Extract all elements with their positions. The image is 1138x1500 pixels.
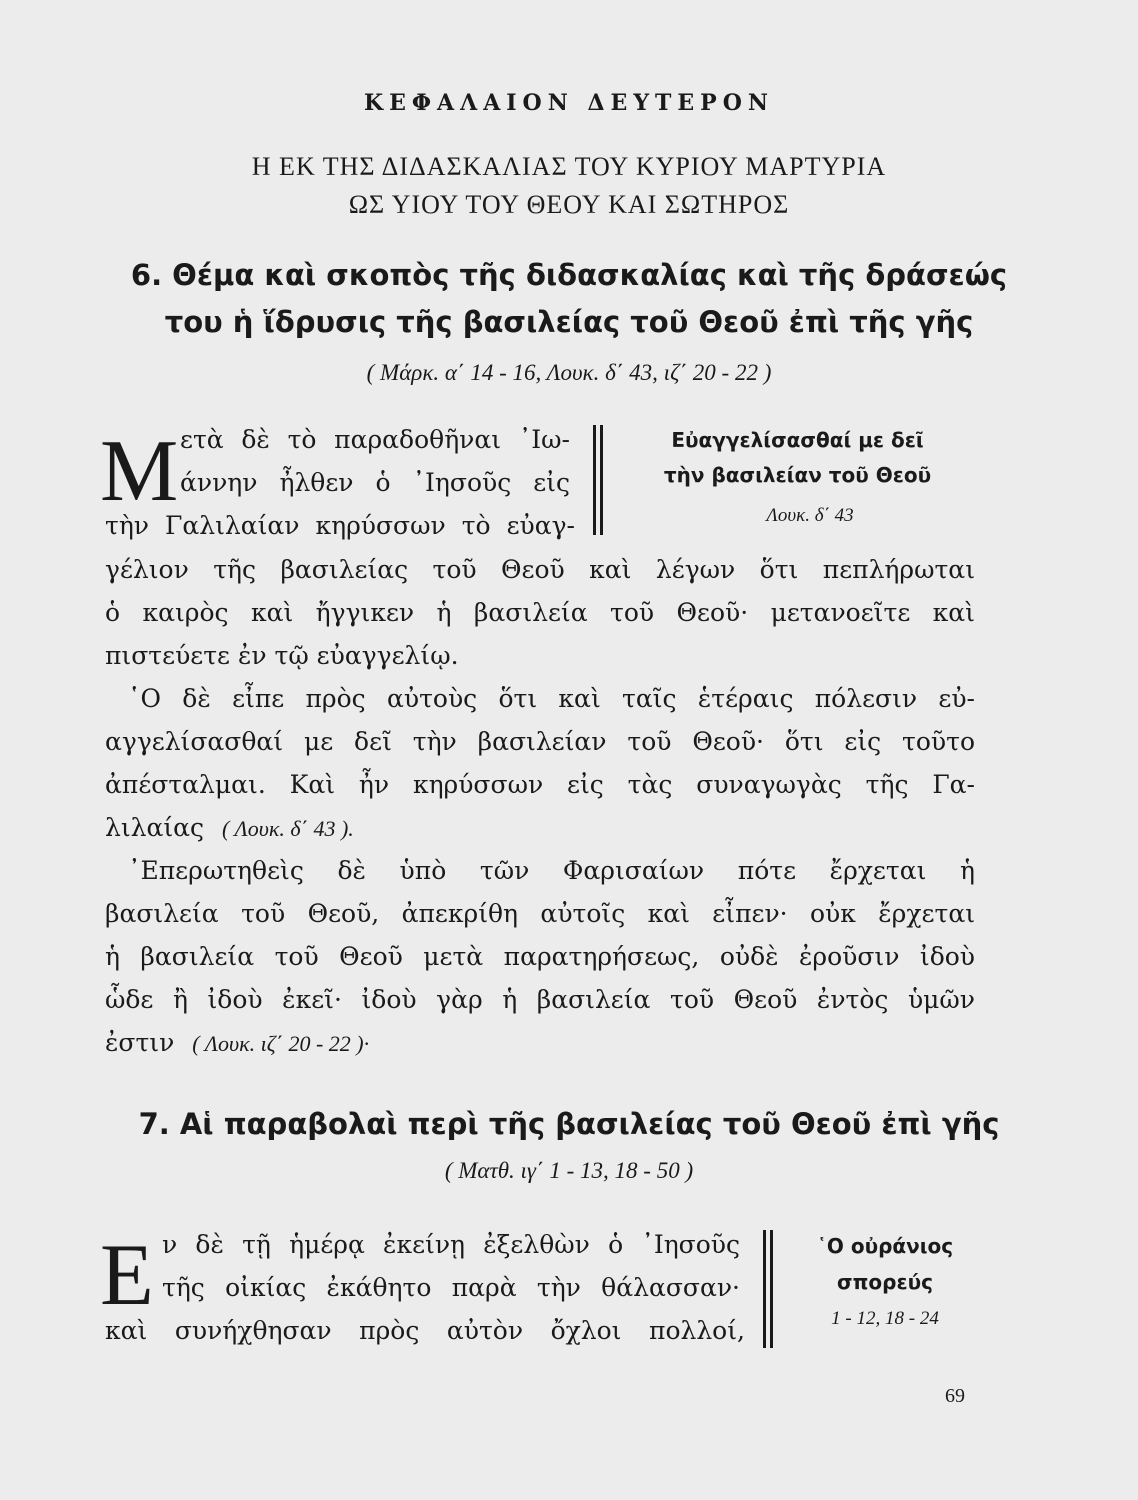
section-6-p2-line-3: ἀπέσταλμαι. Καὶ ἦν κηρύσσων εἰς τὰς συναγωγὰς τῆς Γα-: [105, 770, 975, 799]
section-7-p1-line-1: ν δὲ τῇ ἡμέρᾳ ἐκείνῃ ἐξελθὼν ὁ ᾽Ιησοῦς: [162, 1230, 740, 1259]
sidenote-7-reference: 1 - 12, 18 - 24: [831, 1308, 939, 1329]
section-6-p3-inline-reference: ( Λουκ. ιζ΄ 20 - 22 )·: [192, 1031, 370, 1056]
section-6-reference: ( Μάρκ. α΄ 14 - 16, Λουκ. δ΄ 43, ιζ΄ 20 - 22 ): [366, 360, 772, 385]
chapter-heading: ΚΕΦΑΛΑΙΟΝ ΔΕΥΤΕΡΟΝ: [364, 90, 774, 116]
sidenote-rule-left: [593, 425, 596, 535]
sidenote-6-line-1: Εὐαγγελίσασθαί με δεῖ: [671, 428, 924, 452]
sidenote-7-rule-right: [770, 1230, 773, 1348]
chapter-subtitle-line-1: Η ΕΚ ΤΗΣ ΔΙΔΑΣΚΑΛΙΑΣ ΤΟΥ ΚΥΡΙΟΥ ΜΑΡΤΥΡΙΑ: [251, 152, 887, 181]
section-6-p1-line-3: τὴν Γαλιλαίαν κηρύσσων τὸ εὐαγ-: [105, 511, 575, 540]
section-6-title-line-2: του ἡ ἵδρυσις τῆς βασιλείας τοῦ Θεοῦ ἐπὶ τῆς γῆς: [164, 305, 974, 339]
section-6-p1-line-5: ὁ καιρὸς καὶ ἤγγικεν ἡ βασιλεία τοῦ Θεοῦ· μετανοεῖτε καὶ: [105, 598, 975, 627]
section-6-p2-inline-reference: ( Λουκ. δ΄ 43 ).: [222, 816, 354, 841]
section-6-p3-line-1: ᾽Επερωτηθεὶς δὲ ὑπὸ τῶν Φαρισαίων πότε ἔρχεται ἡ: [128, 856, 975, 885]
sidenote-7-line-2: σπορεύς: [837, 1270, 933, 1294]
section-6-p1-line-6: πιστεύετε ἐν τῷ εὐαγγελίῳ.: [105, 641, 459, 670]
dropcap-e: Ε: [100, 1227, 154, 1324]
section-6-p1-line-1: ετὰ δὲ τὸ παραδοθῆναι ᾽Ιω-: [180, 425, 570, 454]
section-7-p1-line-2: τῆς οἰκίας ἐκάθητο παρὰ τὴν θάλασσαν·: [162, 1273, 740, 1302]
section-6-p3-line-5: [105, 1028, 975, 1057]
section-6-p2-line-2: αγγελίσασθαί με δεῖ τὴν βασιλείαν τοῦ Θεοῦ· ὅτι εἰς τοῦτο: [105, 727, 975, 756]
section-6-p2-line-4-text: λιλαίας: [105, 813, 205, 842]
section-7-reference: ( Ματθ. ιγ΄ 1 - 13, 18 - 50 ): [444, 1158, 694, 1183]
section-6-p3-line-2: βασιλεία τοῦ Θεοῦ, ἀπεκρίθη αὐτοῖς καὶ εἶπεν· οὐκ ἔρχεται: [105, 899, 975, 928]
section-7-title: 7. Αἱ παραβολαὶ περὶ τῆς βασιλείας τοῦ Θεοῦ ἐπὶ γῆς: [138, 1107, 1000, 1141]
section-6-p3-line-4: ὧδε ἢ ἰδοὺ ἐκεῖ· ἰδοὺ γὰρ ἡ βασιλεία τοῦ Θεοῦ ἐντὸς ὑμῶν: [105, 985, 975, 1014]
section-7-p1-line-3: καὶ συνήχθησαν πρὸς αὐτὸν ὄχλοι πολλοί,: [105, 1316, 745, 1345]
section-6-p1-line-2: άννην ἦλθεν ὁ ᾽Ιησοῦς εἰς: [180, 468, 570, 497]
section-6-p3-line-5-text: ἐστιν: [105, 1028, 175, 1057]
section-6-title-line-1: 6. Θέμα καὶ σκοπὸς τῆς διδασκαλίας καὶ τῆς δράσεώς: [130, 258, 1008, 292]
sidenote-6-line-2: τὴν βασιλείαν τοῦ Θεοῦ: [663, 463, 932, 487]
section-6-p3-line-3: ἡ βασιλεία τοῦ Θεοῦ μετὰ παρατηρήσεως, οὐδὲ ἐροῦσιν ἰδοὺ: [105, 942, 975, 971]
page-number: 69: [945, 1385, 965, 1407]
section-6-p2-line-4: [105, 813, 975, 842]
sidenote-7-line-1: ῾Ο οὐράνιος: [816, 1234, 954, 1258]
sidenote-6-reference: Λουκ. δ΄ 43: [766, 505, 854, 526]
sidenote-rule-right: [600, 425, 603, 535]
section-6-p2-line-1: ῾Ο δὲ εἶπε πρὸς αὐτοὺς ὅτι καὶ ταῖς ἑτέραις πόλεσιν εὐ-: [128, 684, 975, 713]
section-6-p1-line-4: γέλιον τῆς βασιλείας τοῦ Θεοῦ καὶ λέγων ὅτι πεπλήρωται: [105, 555, 975, 584]
sidenote-7-rule-left: [763, 1230, 766, 1348]
dropcap-m: Μ: [100, 423, 179, 520]
chapter-subtitle-line-2: ΩΣ ΥΙΟΥ ΤΟΥ ΘΕΟΥ ΚΑΙ ΣΩΤΗΡΟΣ: [348, 190, 790, 219]
